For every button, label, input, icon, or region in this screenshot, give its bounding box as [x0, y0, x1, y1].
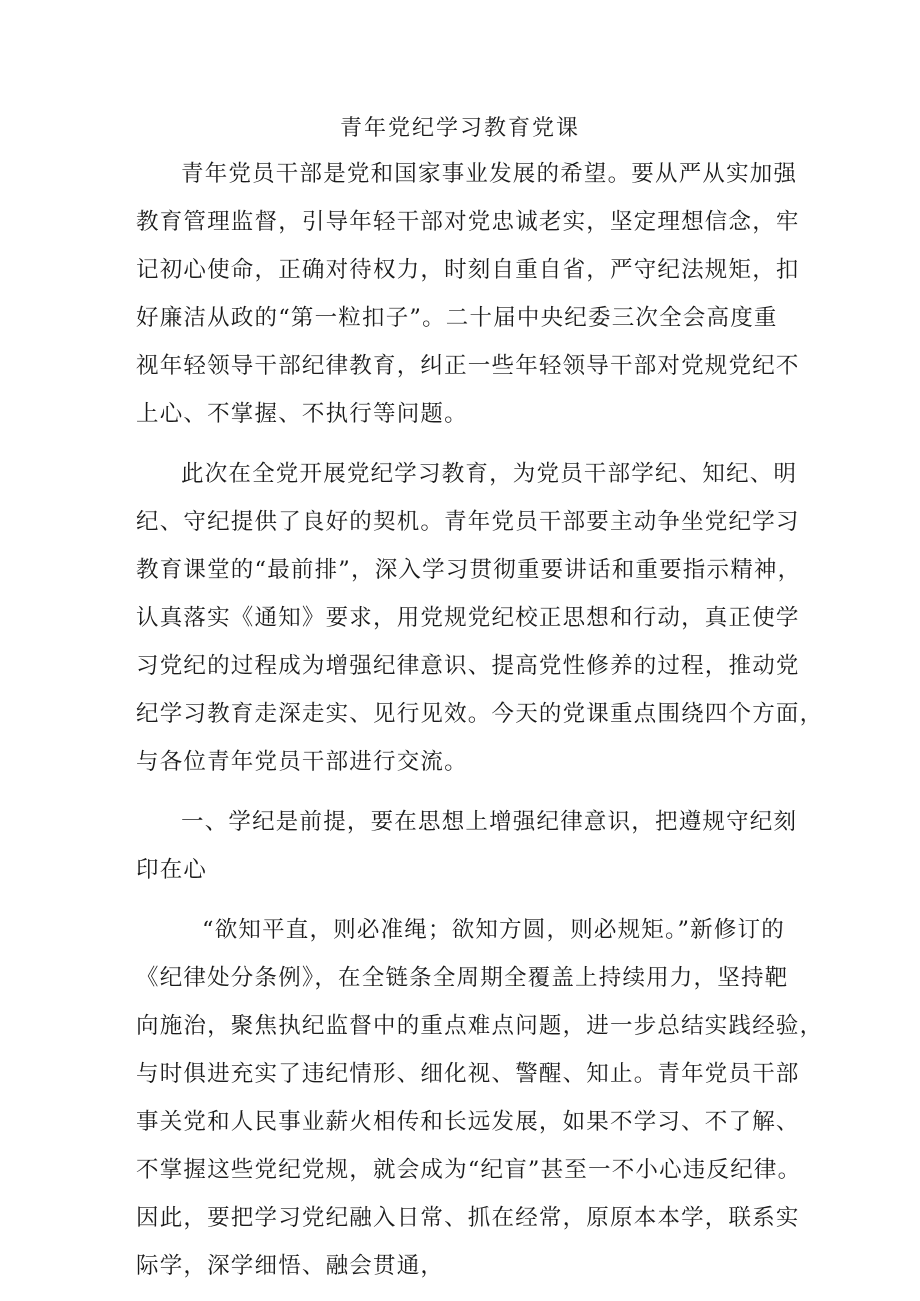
- paragraph-line: 习党纪的过程成为增强纪律意识、提高党性修养的过程，推动党: [136, 653, 800, 679]
- paragraph-line: 向施治，聚焦执纪监督中的重点难点问题，进一步总结实践经验，: [136, 1013, 824, 1039]
- paragraph-line: 纪学习教育走深走实、见行见效。今天的党课重点围绕四个方面，: [136, 701, 824, 727]
- paragraph-line: 纪、守纪提供了良好的契机。青年党员干部要主动争坐党纪学习: [136, 509, 800, 535]
- paragraph-line: 教育管理监督，引导年轻干部对党忠诚老实，坚定理想信念，牢: [136, 209, 800, 235]
- paragraph-line: 认真落实《通知》要求，用党规党纪校正思想和行动，真正使学: [136, 605, 800, 631]
- paragraph-line: 此次在全党开展党纪学习教育，为党员干部学纪、知纪、明: [181, 461, 798, 487]
- paragraph-intro: [136, 150, 800, 438]
- paragraph-line: 上心、不掌握、不执行等问题。: [136, 401, 468, 427]
- paragraph-line: 事关党和人民事业薪火相传和长远发展，如果不学习、不了解、: [136, 1109, 800, 1135]
- paragraph-line: “欲知平直，则必准绳；欲知方圆，则必规矩。”新修订的: [202, 917, 785, 943]
- paragraph-context: [136, 450, 824, 786]
- paragraph-line: 际学，深学细悟、融会贯通，: [136, 1253, 445, 1279]
- document-body: [136, 150, 824, 1290]
- paragraph-line: 好廉洁从政的“第一粒扣子”。二十届中央纪委三次全会高度重: [136, 305, 778, 331]
- paragraph-line: 与时俱进充实了违纪情形、细化视、警醒、知止。青年党员干部: [136, 1061, 800, 1087]
- paragraph-line: 与各位青年党员干部进行交流。: [136, 749, 468, 775]
- heading-line: 一、学纪是前提，要在思想上增强纪律意识，把遵规守纪刻: [181, 809, 798, 835]
- paragraph-line: 因此，要把学习党纪融入日常、抓在经常，原原本本学，联系实: [136, 1205, 800, 1231]
- heading-line: 印在心: [136, 857, 208, 883]
- paragraph-line: 教育课堂的“最前排”，深入学习贯彻重要讲话和重要指示精神，: [136, 557, 802, 583]
- paragraph-line: 不掌握这些党纪党规，就会成为“纪盲”甚至一不小心违反纪律。: [136, 1157, 802, 1183]
- section-heading: [136, 798, 796, 894]
- paragraph-section-one: [136, 906, 824, 1290]
- paragraph-line: 视年轻领导干部纪律教育，纠正一些年轻领导干部对党规党纪不: [136, 353, 800, 379]
- paragraph-line: 青年党员干部是党和国家事业发展的希望。要从严从实加强: [181, 161, 798, 187]
- paragraph-line: 记初心使命，正确对待权力，时刻自重自省，严守纪法规矩，扣: [136, 257, 800, 283]
- document-title: 青年党纪学习教育党课: [339, 116, 580, 141]
- paragraph-line: 《纪律处分条例》，在全链条全周期全覆盖上持续用力，坚持靶: [136, 965, 789, 991]
